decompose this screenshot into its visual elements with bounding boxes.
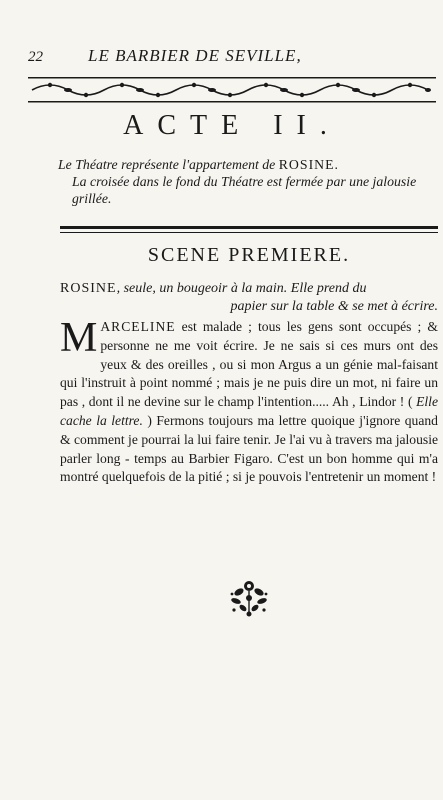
stage-direction-line1 <box>58 157 339 172</box>
stage-direction-character: ROSINE. <box>278 157 340 172</box>
character-direction-line2: papier sur la table & se met à écrire. <box>230 299 438 314</box>
speaker-name: ROSINE <box>60 281 117 296</box>
divider-rule-thick <box>60 226 438 229</box>
character-direction-line1: , seule, un bougeoir à la main. Elle prend du <box>116 281 367 296</box>
speech-aside: Elle cache la lettre. <box>60 394 438 428</box>
speech-text-part1: est malade ; tous les gens sont occupés ; & personne ne me voit écrire. Je ne sais si ces murs ont des yeux & des oreilles , ou si mon Argus a un génie mal-faisant qui l'instruit à point nommé ; mais je ne puis dire un mot, ni faire un pas , dont il ne devine sur le champ l'intention..... Ah , Lindor ! ( <box>60 319 438 410</box>
stage-direction <box>58 156 436 207</box>
ornamental-border <box>28 76 436 104</box>
divider-rule-thin <box>60 232 438 233</box>
speech-text-part2: ) Fermons toujours ma lettre quoique j'ignore quand & comment je pourrai la lui faire tenir. Je l'ai vu à travers ma jalousie parler long - temps au Barbier Figaro. C'est un bon homme qui m'a montré quelquefois de la pitié ; si je pouvois l'entretenir un moment ! <box>60 412 438 485</box>
speech-smallcaps: ARCELINE <box>100 319 176 334</box>
character-direction <box>60 280 438 316</box>
page-number: 22 <box>28 49 43 65</box>
act-title: ACTE II. <box>123 110 341 141</box>
speech-paragraph <box>60 315 438 487</box>
running-head <box>28 46 423 66</box>
running-title: LE BARBIER DE SEVILLE, <box>88 46 302 65</box>
stage-direction-line2: La croisée dans le fond du Théatre est fermée par une jalousie grillée. <box>72 174 417 206</box>
stage-direction-text: Le Théatre représente l'appartement de <box>58 157 276 172</box>
scene-title: SCENE PREMIERE. <box>147 244 351 266</box>
ornament-garland-icon <box>28 76 436 104</box>
vignette-flower-icon <box>226 574 272 620</box>
drop-cap: M <box>60 315 98 361</box>
